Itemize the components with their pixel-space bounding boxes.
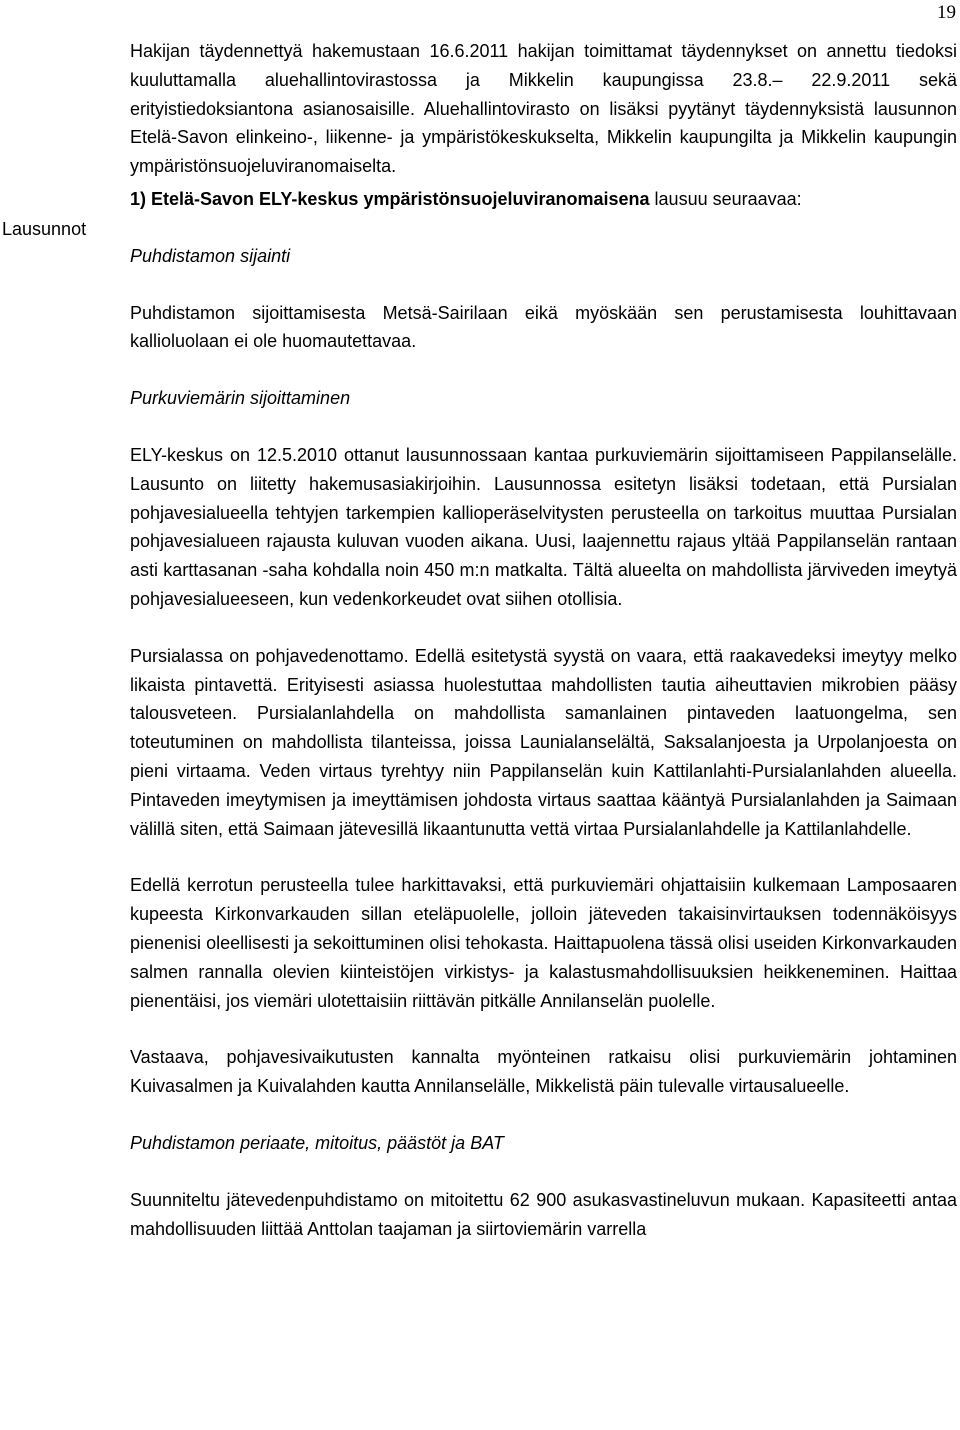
section-heading-puhdistamon-periaate: Puhdistamon periaate, mitoitus, päästöt ja BAT	[130, 1132, 504, 1153]
ely-statement-heading-bold: 1) Etelä-Savon ELY-keskus ympäristönsuojeluviranomaisena	[130, 188, 650, 209]
paragraph-sijainti-1: Puhdistamon sijoittamisesta Metsä-Sairilaan eikä myöskään sen perustamisesta louhittavaan kallioluolaan ei ole huomautettavaa.	[130, 302, 957, 352]
paragraph-purkuviemari-1: ELY-keskus on 12.5.2010 ottanut lausunnossaan kantaa purkuviemärin sijoittamiseen Pappilanselälle. Lausunto on liitetty hakemusasiakirjoihin. Lausunnossa esitetyn lisäksi todetaan, että Pursialan pohjavesialueella tehtyjen tarkempien kallioperäselvitysten perusteella on tarkoitus muuttaa Pursialan pohjavesialueen rajausta kuluvan vuoden aikana. Uusi, laajennettu rajaus yltää Pappilanselän rantaan asti karttasanan -saha kohdalla noin 450 m:n matkalta. Tältä alueelta on mahdollista järviveden imeytyä pohjavesialueeseen, kun vedenkorkeudet ovat siihen otollisia.	[130, 444, 957, 609]
document-body	[130, 37, 957, 1243]
margin-label-lausunnot: Lausunnot	[2, 219, 87, 239]
paragraph-purkuviemari-3: Edellä kerrotun perusteella tulee harkittavaksi, että purkuviemäri ohjattaisiin kulkemaan Lamposaaren kupeesta Kirkonvarkauden sillan eteläpuolelle, jolloin jäteveden takaisinvirtauksen todennäköisyys pienenisi oleellisesti ja sekoittuminen olisi tehokasta. Haittapuolena tässä olisi useiden Kirkonvarkauden salmen rannalla olevien kiinteistöjen virkistys- ja kalastusmahdollisuuksien heikkeneminen. Haittaa pienentäisi, jos viemäri ulotettaisiin riittävän pitkälle Annilanselän puolelle.	[130, 875, 957, 1011]
paragraph-purkuviemari-2: Pursialassa on pohjavedenottamo. Edellä esitetystä syystä on vaara, että raakavedeksi imeytyy melko likaista pintavettä. Erityisesti asiassa huolestuttaa mahdollisten tautia aiheuttavien mikrobien pääsy talousveteen. Pursialanlahdella on mahdollista samanlainen pintaveden laatuongelma, sen toteutuminen on mahdollista tilanteissa, joissa Launialanselältä, Saksalanjoesta ja Urpolanjoesta on pieni virtaama. Veden virtaus tyrehtyy niin Pappilanselän kuin Kattilanlahti-Pursialanlahden alueella. Pintaveden imeytymisen ja imeyttämisen johdosta virtaus saattaa kääntyä Pursialanlahden ja Saimaan välillä siten, että Saimaan jätevesillä likaantunutta vettä virtaa Pursialanlahdelle ja Kattilanlahdelle.	[130, 645, 957, 839]
page-number: 19	[937, 2, 956, 23]
section-heading-puhdistamon-sijainti: Puhdistamon sijainti	[130, 245, 291, 266]
section-heading-purkuviemarin-sijoittaminen: Purkuviemärin sijoittaminen	[130, 388, 351, 409]
ely-statement-heading-rest: lausuu seuraavaa:	[649, 188, 802, 209]
intro-paragraph: Hakijan täydennettyä hakemustaan 16.6.2011 hakijan toimittamat täydennykset on annettu tiedoksi kuuluttamalla aluehallintovirastossa ja Mikkelin kaupungissa 23.8.– 22.9.2011 sekä erityistiedoksiantona asianosaisille. Aluehallintovirasto on lisäksi pyytänyt täydennyksistä lausunnon Etelä-Savon elinkeino-, liikenne- ja ympäristökeskukselta, Mikkelin kaupungilta ja Mikkelin kaupungin ympäristönsuojeluviranomaiselta.	[130, 41, 957, 177]
paragraph-periaate-1: Suunniteltu jätevedenpuhdistamo on mitoitettu 62 900 asukasvastineluvun mukaan. Kapasiteetti antaa mahdollisuuden liittää Anttolan taajaman ja siirtoviemärin varrella	[130, 1189, 957, 1239]
ely-statement-heading	[130, 185, 957, 214]
paragraph-purkuviemari-4: Vastaava, pohjavesivaikutusten kannalta myönteinen ratkaisu olisi purkuviemärin johtaminen Kuivasalmen ja Kuivalahden kautta Annilanselälle, Mikkelistä päin tulevalle virtausalueelle.	[130, 1047, 957, 1097]
